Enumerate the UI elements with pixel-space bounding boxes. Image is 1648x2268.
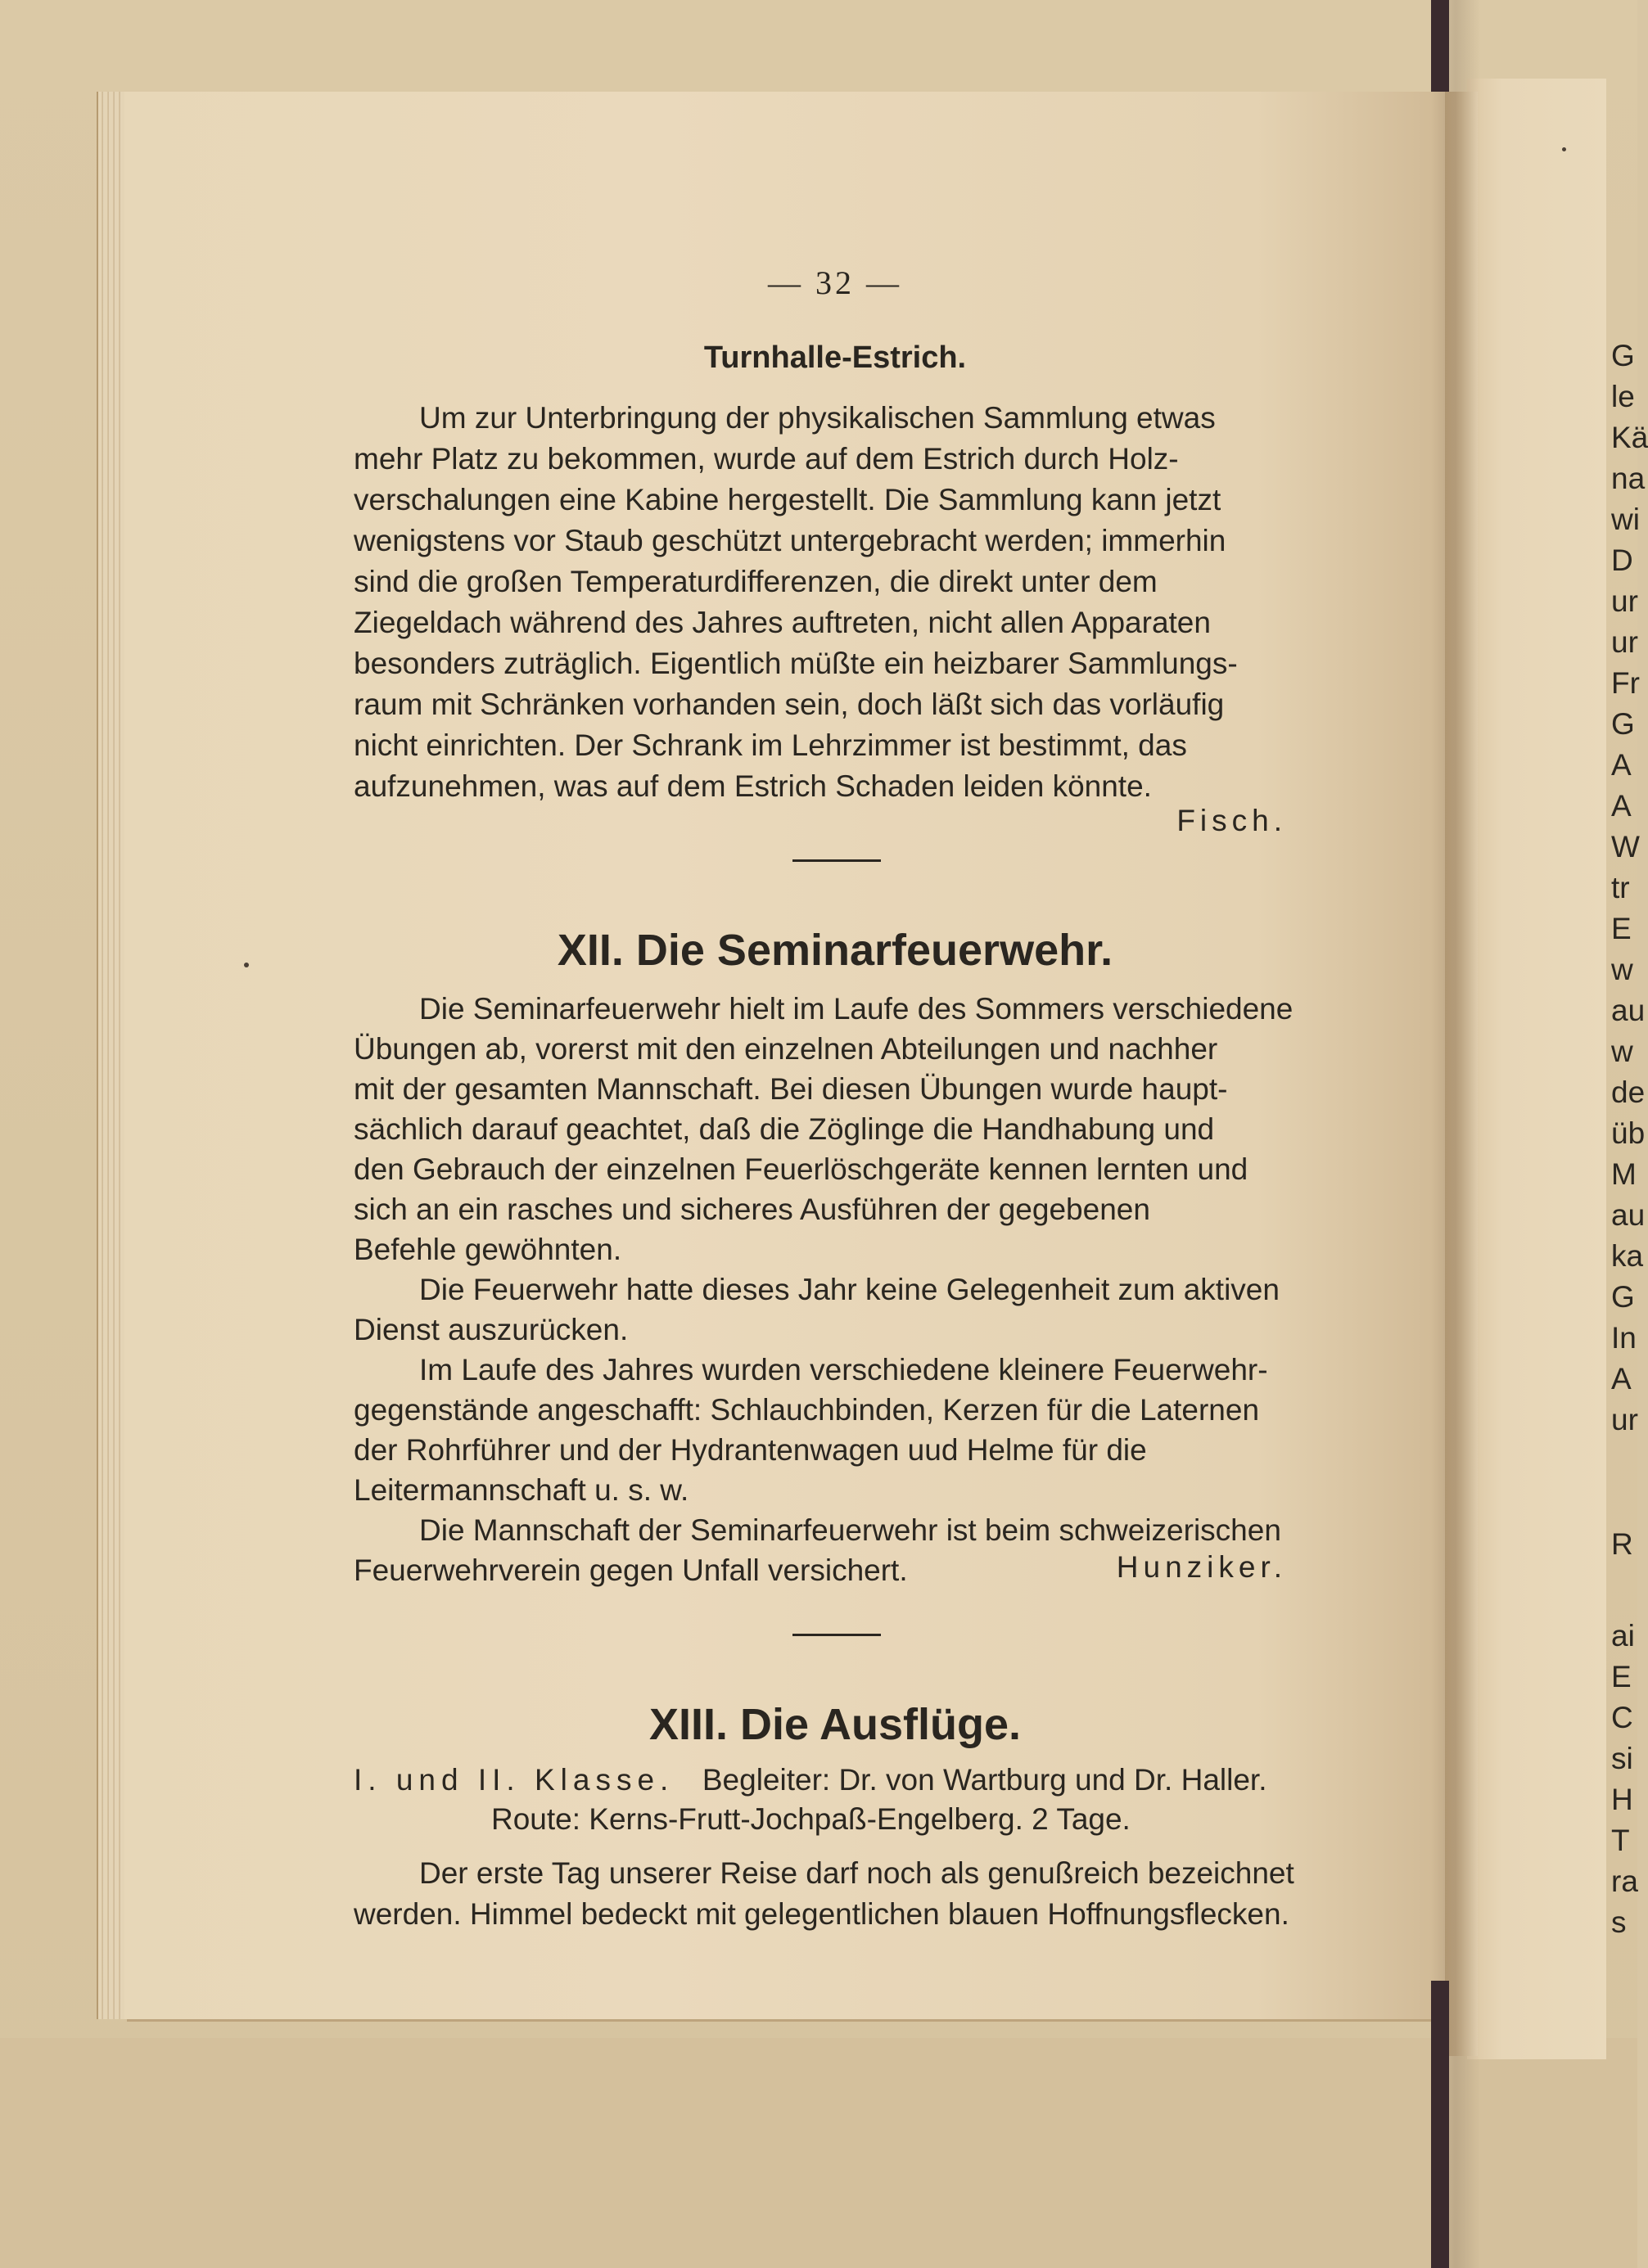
text-line: Ziegeldach während des Jahres auftreten, nicht allen Apparaten [354, 606, 1211, 639]
signature-hunziker: Hunziker. [1116, 1550, 1287, 1584]
facing-fragment: W [1611, 830, 1640, 863]
paper-speck [244, 963, 249, 967]
facing-fragment: w [1611, 1035, 1633, 1068]
page-number: — 32 — [768, 264, 902, 301]
facing-fragment: In [1611, 1321, 1637, 1355]
text-line: sächlich darauf geachtet, daß die Zöglinge die Handhabung und [354, 1112, 1215, 1146]
facing-fragment: na [1611, 462, 1646, 495]
text-line: Feuerwehrverein gegen Unfall versichert. [354, 1553, 908, 1587]
text-line: der Rohrführer und der Hydrantenwagen uud Helme für die [354, 1433, 1147, 1467]
paper-speck [1562, 147, 1566, 151]
facing-fragment: Fr [1611, 666, 1640, 700]
facing-fragment: de [1611, 1075, 1646, 1109]
facing-fragment: au [1611, 994, 1646, 1027]
section-heading-turnhalle: Turnhalle-Estrich. [703, 340, 967, 375]
text-line: Der erste Tag unserer Reise darf noch als genußreich bezeichnet [419, 1856, 1294, 1890]
facing-fragment: ur [1611, 584, 1638, 618]
text-line: Die Mannschaft der Seminarfeuerwehr ist beim schweizerischen [419, 1513, 1281, 1547]
tour-class-line [354, 1760, 1321, 1801]
route-text: Kerns-Frutt-Jochpaß-Engelberg. 2 Tage. [589, 1802, 1131, 1836]
facing-fragment: ai [1611, 1619, 1635, 1653]
section-divider [792, 1634, 881, 1636]
text-line: Befehle gewöhnten. [354, 1233, 622, 1266]
route-label: Route: [491, 1802, 581, 1836]
facing-fragment: le [1611, 380, 1635, 413]
text-line: gegenstände angeschafft: Schlauchbinden, Kerzen für die Laternen [354, 1393, 1260, 1427]
text-line: den Gebrauch der einzelnen Feuerlöschgeräte kennen lernten und [354, 1152, 1248, 1186]
facing-fragment: A [1611, 789, 1632, 823]
text-line: Die Feuerwehr hatte dieses Jahr keine Gelegenheit zum aktiven [419, 1273, 1280, 1306]
text-line: sich an ein rasches und sicheres Ausführen der gegebenen [354, 1193, 1150, 1226]
facing-fragment: G [1611, 1280, 1635, 1314]
section-heading-xiii: XIII. Die Ausflüge. [648, 1700, 1022, 1749]
signature-fisch: Fisch. [1176, 804, 1287, 837]
escort-text: Begleiter: Dr. von Wartburg und Dr. Haller. [702, 1763, 1267, 1797]
text-line: Die Seminarfeuerwehr hielt im Laufe des Sommers verschiedene [419, 992, 1294, 1026]
facing-fragment: ka [1611, 1239, 1644, 1273]
facing-fragment: G [1611, 707, 1635, 741]
tour-route-line [491, 1799, 1310, 1840]
section-heading-xii: XII. Die Seminarfeuerwehr. [557, 926, 1113, 975]
text-line: Um zur Unterbringung der physikalischen Sammlung etwas [419, 401, 1216, 435]
facing-fragment: A [1611, 748, 1632, 782]
facing-fragment: H [1611, 1783, 1633, 1816]
text-line: mit der gesamten Mannschaft. Bei diesen Übungen wurde haupt- [354, 1072, 1228, 1106]
facing-fragment: R [1611, 1527, 1633, 1561]
facing-page-text [1611, 0, 1648, 2268]
text-line: verschalungen eine Kabine hergestellt. Die Sammlung kann jetzt [354, 483, 1221, 516]
facing-fragment: üb [1611, 1116, 1646, 1150]
text-line: Übungen ab, vorerst mit den einzelnen Abteilungen und nachher [354, 1032, 1218, 1066]
text-line: Im Laufe des Jahres wurden verschiedene kleinere Feuerwehr- [419, 1353, 1268, 1387]
text-line: raum mit Schränken vorhanden sein, doch läßt sich das vorläufig [354, 688, 1225, 721]
text-line: aufzunehmen, was auf dem Estrich Schaden leiden könnte. [354, 769, 1152, 803]
facing-fragment: M [1611, 1157, 1637, 1191]
class-label: I. und II. Klasse. [354, 1763, 675, 1797]
text-line: mehr Platz zu bekommen, wurde auf dem Estrich durch Holz- [354, 442, 1179, 476]
facing-fragment: si [1611, 1742, 1633, 1775]
facing-fragment: E [1611, 1660, 1632, 1693]
facing-fragment: ur [1611, 1403, 1638, 1436]
facing-fragment: w [1611, 953, 1633, 986]
facing-fragment: G [1611, 339, 1635, 372]
facing-fragment: E [1611, 912, 1632, 945]
section-divider [792, 859, 881, 862]
text-line: Dienst auszurücken. [354, 1313, 629, 1346]
facing-fragment: D [1611, 543, 1633, 577]
facing-fragment: Kä [1611, 421, 1648, 454]
text-line: sind die großen Temperaturdifferenzen, die direkt unter dem [354, 565, 1158, 598]
facing-fragment: T [1611, 1824, 1630, 1857]
facing-fragment: s [1611, 1905, 1627, 1939]
text-line: nicht einrichten. Der Schrank im Lehrzimmer ist bestimmt, das [354, 728, 1187, 762]
facing-fragment: C [1611, 1701, 1633, 1734]
facing-fragment: tr [1611, 871, 1630, 904]
facing-fragment: A [1611, 1362, 1632, 1396]
text-line: wenigstens vor Staub geschützt untergebracht werden; immerhin [354, 524, 1226, 557]
text-line: besonders zuträglich. Eigentlich müßte ein heizbarer Sammlungs- [354, 647, 1238, 680]
facing-fragment: au [1611, 1198, 1646, 1232]
facing-fragment: ra [1611, 1864, 1638, 1898]
text-line: werden. Himmel bedeckt mit gelegentlichen blauen Hoffnungsflecken. [354, 1897, 1289, 1931]
facing-fragment: ur [1611, 625, 1638, 659]
text-line: Leitermannschaft u. s. w. [354, 1473, 689, 1507]
facing-fragment: wi [1611, 503, 1640, 536]
